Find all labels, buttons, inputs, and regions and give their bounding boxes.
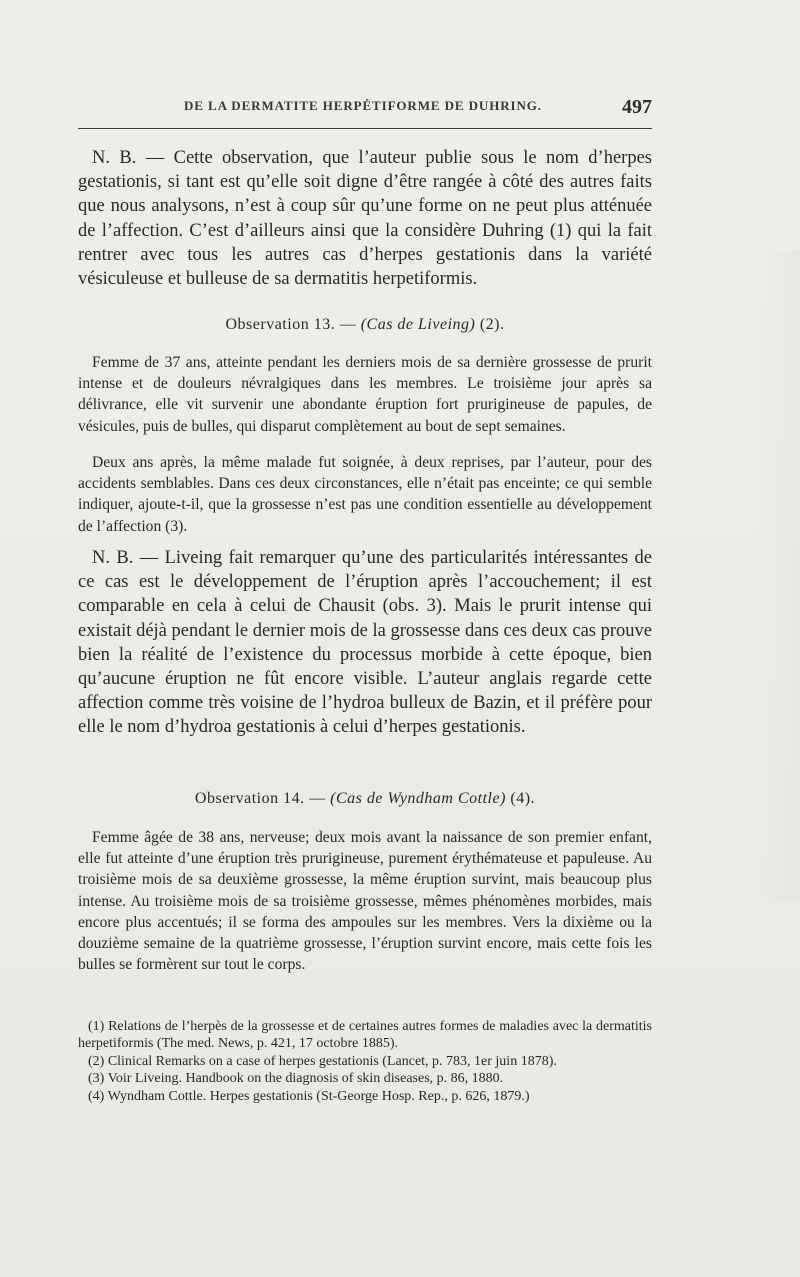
running-head [78,98,652,122]
footnote-1: (1) Relations de l’herpès de la grossesse et de certaines autres formes de maladies avec la dermatitis herpetiformis (The med. News, p. 421, 17 octobre 1885). [78,1019,652,1052]
footnote-4: (4) Wyndham Cottle. Herpes gestationis (St-George Hosp. Rep., p. 626, 1879.) [88,1088,530,1104]
observation-14-source: (Cas de Wyndham Cottle) [330,790,506,807]
paragraph-case-14: Femme âgée de 38 ans, nerveuse; deux mois avant la naissance de son premier enfant, elle fut atteinte d’une éruption très prurigineuse, purement érythémateuse et papuleuse. Au troisième mois de sa deuxième grossesse, la même éruption survint, mais beaucoup plus intense. Au troisième mois de sa troisième grossesse, mêmes phénomènes morbides, mais encore plus accentués; il se forma des ampoules sur les membres. Vers la dixième ou la douzième semaine de la quatrième grossesse, l’éruption survint encore, mais cette fois les bulles se formèrent sur tout le corps. [78,829,652,974]
page-number: 497 [622,96,652,118]
observation-14-heading [78,790,652,808]
running-title: DE LA DERMATITE HERPÉTIFORME DE DUHRING. [184,98,542,113]
observation-13-source: (Cas de Liveing) [360,316,476,333]
paragraph-case-13-a: Femme de 37 ans, atteinte pendant les derniers mois de sa dernière grossesse de prurit intense et de douleurs névralgiques dans les membres. Le troisième jour après sa délivrance, elle vit survenir une abondante éruption fort prurigineuse de papules, de vésicules, puis de bulles, qui disparut complètement au bout de sept semaines. [78,354,652,435]
observation-13-heading [78,316,652,334]
observation-13-note-ref: (2). [475,316,505,333]
footnotes [78,1018,652,1105]
page-edge-shadow [758,250,800,900]
paragraph-nb-2: N. B. — Liveing fait remarquer qu’une des particularités intéressantes de ce cas est le développement de l’éruption après l’accouchement; il est comparable en cela à celui de Chausit (obs. 3). Mais le prurit intense qui existait déjà pendant le dernier mois de la grossesse dans ces deux cas prouve bien la réalité de l’existence du processus morbide à cette époque, bien qu’aucune éruption ne fût encore visible. L’auteur anglais regarde cette affection comme très voisine de l’hydroa bulleux de Bazin, et il préfère pour elle le nom d’hydroa gestationis à celui d’herpes gestationis. [78,548,652,738]
footnote-3: (3) Voir Liveing. Handbook on the diagnosis of skin diseases, p. 86, 1880. [88,1071,504,1087]
observation-14-note-ref: (4). [505,790,536,807]
paragraph-nb-1: N. B. — Cette observation, que l’auteur publie sous le nom d’herpes gestationis, si tant est qu’elle soit digne d’être rangée à côté des autres faits que nous analysons, n’est à coup sûr qu’une forme on ne peut plus atténuée de l’affection. C’est d’ailleurs ainsi que la considère Duhring (1) qui la fait rentrer avec tous les autres cas d’herpes gestationis dans la variété vésiculeuse et bulleuse de sa dermatitis herpetiformis. [78,148,652,290]
paragraph-case-13-b: Deux ans après, la même malade fut soignée, à deux reprises, par l’auteur, pour des accidents semblables. Dans ces deux circonstances, elle n’était pas enceinte; ce qui semble indiquer, ajoute-t-il, que la grossesse n’est pas une condition essentielle au développement de l’affection (3). [78,454,652,535]
observation-13-label: Observation 13. — [225,316,361,333]
observation-14-label: Observation 14. — [194,790,331,807]
header-rule [78,128,652,129]
footnote-2: (2) Clinical Remarks on a case of herpes gestationis (Lancet, p. 783, 1er juin 1878). [88,1053,557,1069]
